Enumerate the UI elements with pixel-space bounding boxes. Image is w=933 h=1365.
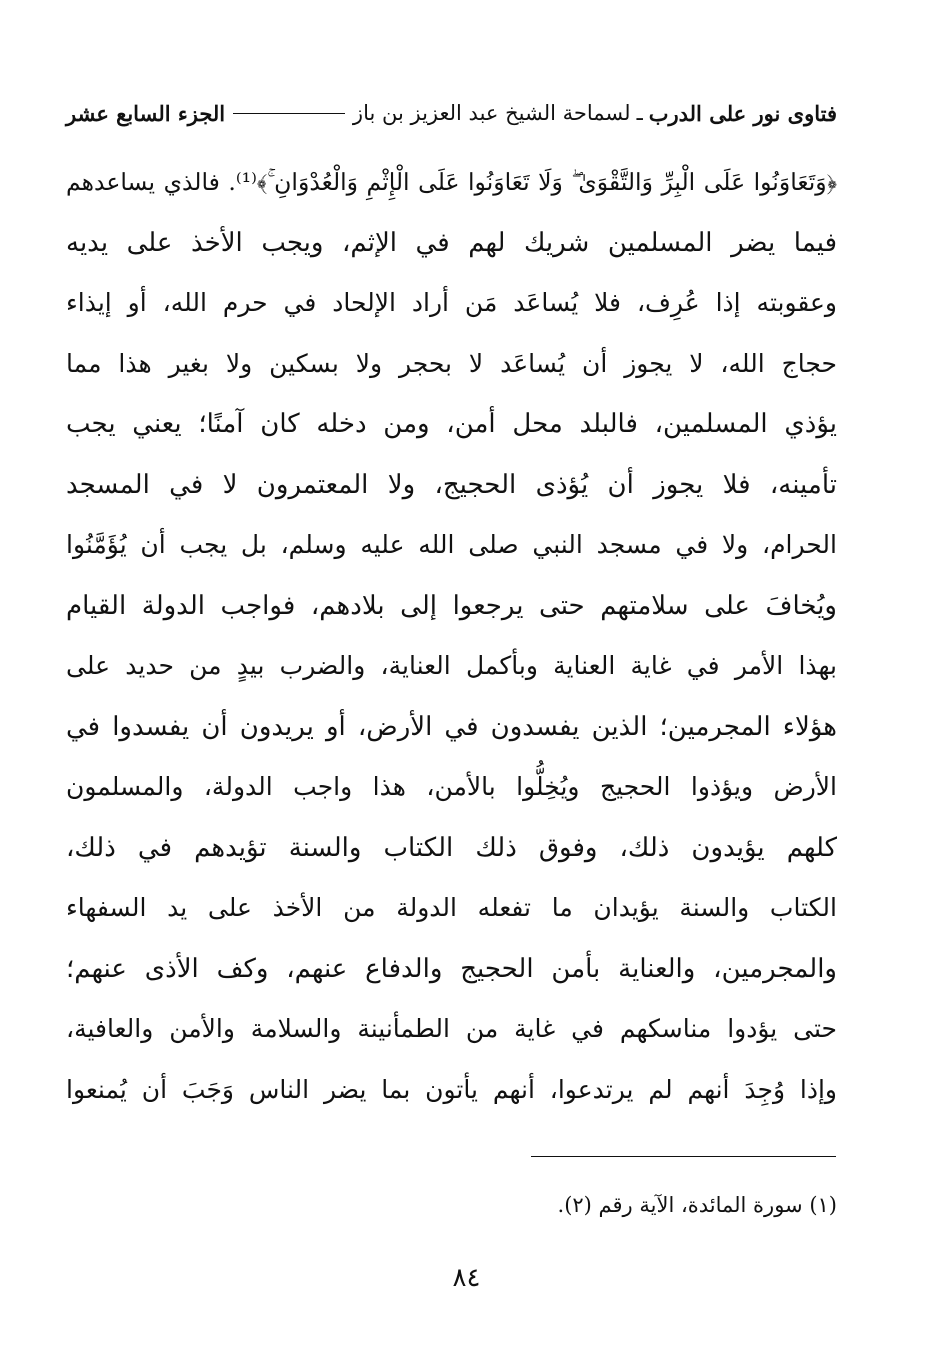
body-line: وعقوبته إذا عُرِف، فلا يُساعَد مَن أراد الإلحاد في حرم الله، أو إيذاء: [66, 288, 837, 317]
body-line: تأمينه، فلا يجوز أن يُؤذى الحجيج، ولا المعتمرون لا في المسجد: [66, 469, 837, 500]
author-name: لسماحة الشيخ عبد العزيز بن باز: [352, 101, 631, 125]
body-line: فيما يضر المسلمين شريك لهم في الإثم، ويجب الأخذ على يديه: [66, 227, 837, 258]
body-line: يؤذي المسلمين، فالبلد محل أمن، ومن دخله كان آمنًا؛ يعني يجب: [66, 409, 837, 439]
body-line: كلهم يؤيدون ذلك، وفوق ذلك الكتاب والسنة تؤيدهم في ذلك،: [66, 832, 837, 863]
header-rule: [233, 113, 345, 114]
volume-label: الجزء السابع عشر: [66, 100, 226, 126]
body-line: هؤلاء المجرمين؛ الذين يفسدون في الأرض، أو يريدون أن يفسدوا في: [66, 711, 837, 742]
body-line: حجاج الله، لا يجوز أن يُساعَد لا بحجر ولا بسكين ولا بغير هذا مما: [66, 348, 837, 378]
footnote: (١) سورة المائدة، الآية رقم (٢).: [557, 1193, 837, 1217]
body-line: الأرض ويؤذوا الحجيج ويُخِلُّوا بالأمن، هذا واجب الدولة، والمسلمون: [66, 772, 837, 801]
body-line: الكتاب والسنة يؤيدان ما تفعله الدولة من الأخذ على يد السفهاء: [66, 893, 837, 922]
page-number: ٨٤: [452, 1263, 481, 1293]
body-line: وإذا وُجِدَ أنهم لم يرتدعوا، أنهم يأتون بما يضر الناس وَجَبَ أن يُمنعوا: [66, 1074, 837, 1104]
body-line: بهذا الأمر في غاية العناية وبأكمل العناية، والضرب بيدٍ من حديد على: [66, 651, 837, 680]
body-line: الحرام، ولا في مسجد النبي صلى الله عليه وسلم، بل يجب أن يُؤَمَّنُوا: [66, 530, 837, 559]
book-title: فتاوى نور على الدرب: [648, 100, 837, 126]
running-header: [66, 96, 837, 130]
body-line: والمجرمين، والعناية بأمن الحجيج والدفاع عنهم، وكف الأذى عنهم؛: [66, 953, 837, 984]
footnote-divider: [531, 1156, 836, 1157]
body-line: ﴿وَتَعَاوَنُوا عَلَى الْبِرِّ وَالتَّقْوَىٰ ۖ وَلَا تَعَاوَنُوا عَلَى الْإِثْمِ وَالْعُدْوَانِ ۚ﴾⁽¹⁾. فالذي يساعدهم: [66, 168, 837, 196]
body-text: [66, 152, 837, 1120]
body-line: حتى يؤدوا مناسكهم في غاية من الطمأنينة والسلامة والأمن والعافية،: [66, 1014, 837, 1043]
body-line: ويُخافَ على سلامتهم حتى يرجعوا إلى بلادهم، فواجب الدولة القيام: [66, 590, 837, 621]
header-separator: ـ: [636, 101, 643, 125]
